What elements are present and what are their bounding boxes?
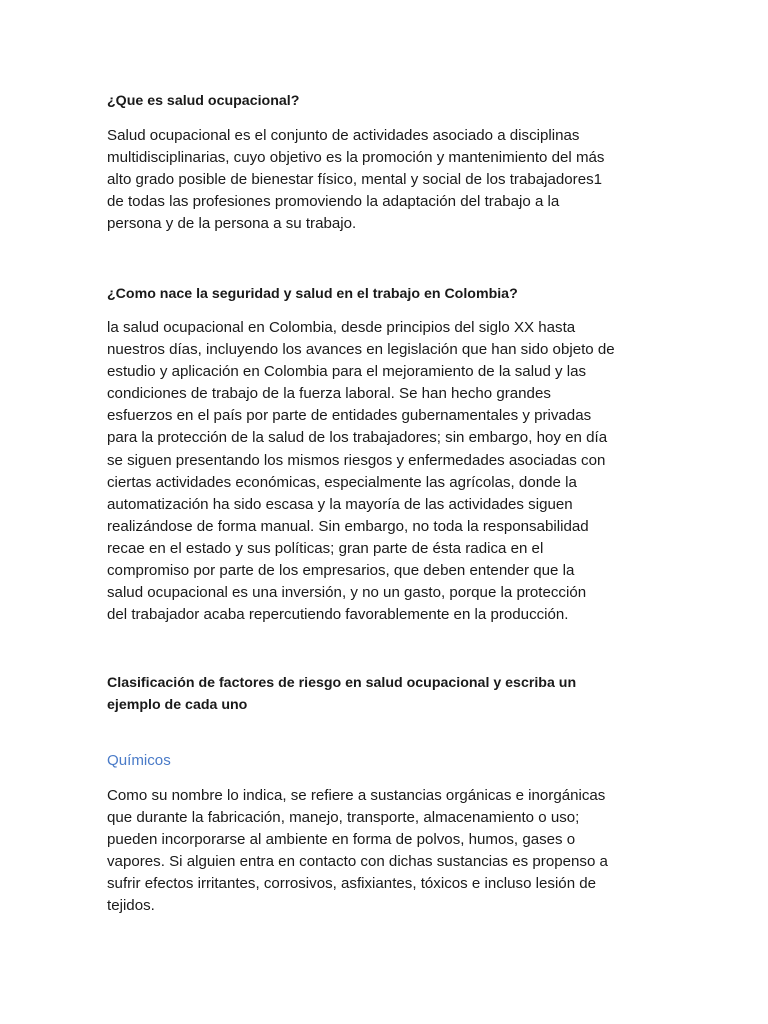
subheading-quimicos: Químicos — [107, 752, 171, 769]
paragraph-1: Salud ocupacional es el conjunto de actividades asociado a disciplinas multidisciplinarias, cuyo objetivo es la promoción y mantenimiento del más alto grado posible de bienestar físico, mental y social de los trabajadores1 de todas las profesiones promoviendo la adaptación del trabajo a la persona y de la persona a su trabajo. — [107, 127, 605, 233]
question-heading-3: Clasificación de factores de riesgo en salud ocupacional y escriba un ejemplo de cada uno — [107, 675, 577, 713]
question-heading-2: ¿Como nace la seguridad y salud en el trabajo en Colombia? — [107, 286, 518, 302]
paragraph-3: Como su nombre lo indica, se refiere a sustancias orgánicas e inorgánicas que durante la fabricación, manejo, transporte, almacenamiento o uso; pueden incorporarse al ambiente en forma de polvos, humos, gases o vapores. Si alguien entra en contacto con dichas sustancias es propenso a sufrir efectos irritantes, corrosivos, asfixiantes, tóxicos e incluso lesión de tejidos. — [107, 787, 608, 915]
paragraph-2: la salud ocupacional en Colombia, desde principios del siglo XX hasta nuestros días, incluyendo los avances en legislación que han sido objeto de estudio y aplicación en Colombia para el mejoramiento de la salud y las condiciones de trabajo de la fuerza laboral. Se han hecho grandes esfuerzos en el país por parte de entidades gubernamentales y privadas para la protección de la salud de los trabajadores; sin embargo, hoy en día se siguen presentando los mismos riesgos y enfermedades asociadas con ciertas actividades económicas, especialmente las agrícolas, donde la automatización ha sido escasa y la mayoría de las actividades siguen realizándose de forma manual. Sin embargo, no toda la responsabilidad recae en el estado y sus políticas; gran parte de ésta radica en el compromiso por parte de los empresarios, que deben entender que la salud ocupacional es una inversión, y no un gasto, porque la protección del trabajador acaba repercutiendo favorablemente en la producción. — [107, 319, 615, 624]
question-heading-1: ¿Que es salud ocupacional? — [107, 93, 300, 109]
